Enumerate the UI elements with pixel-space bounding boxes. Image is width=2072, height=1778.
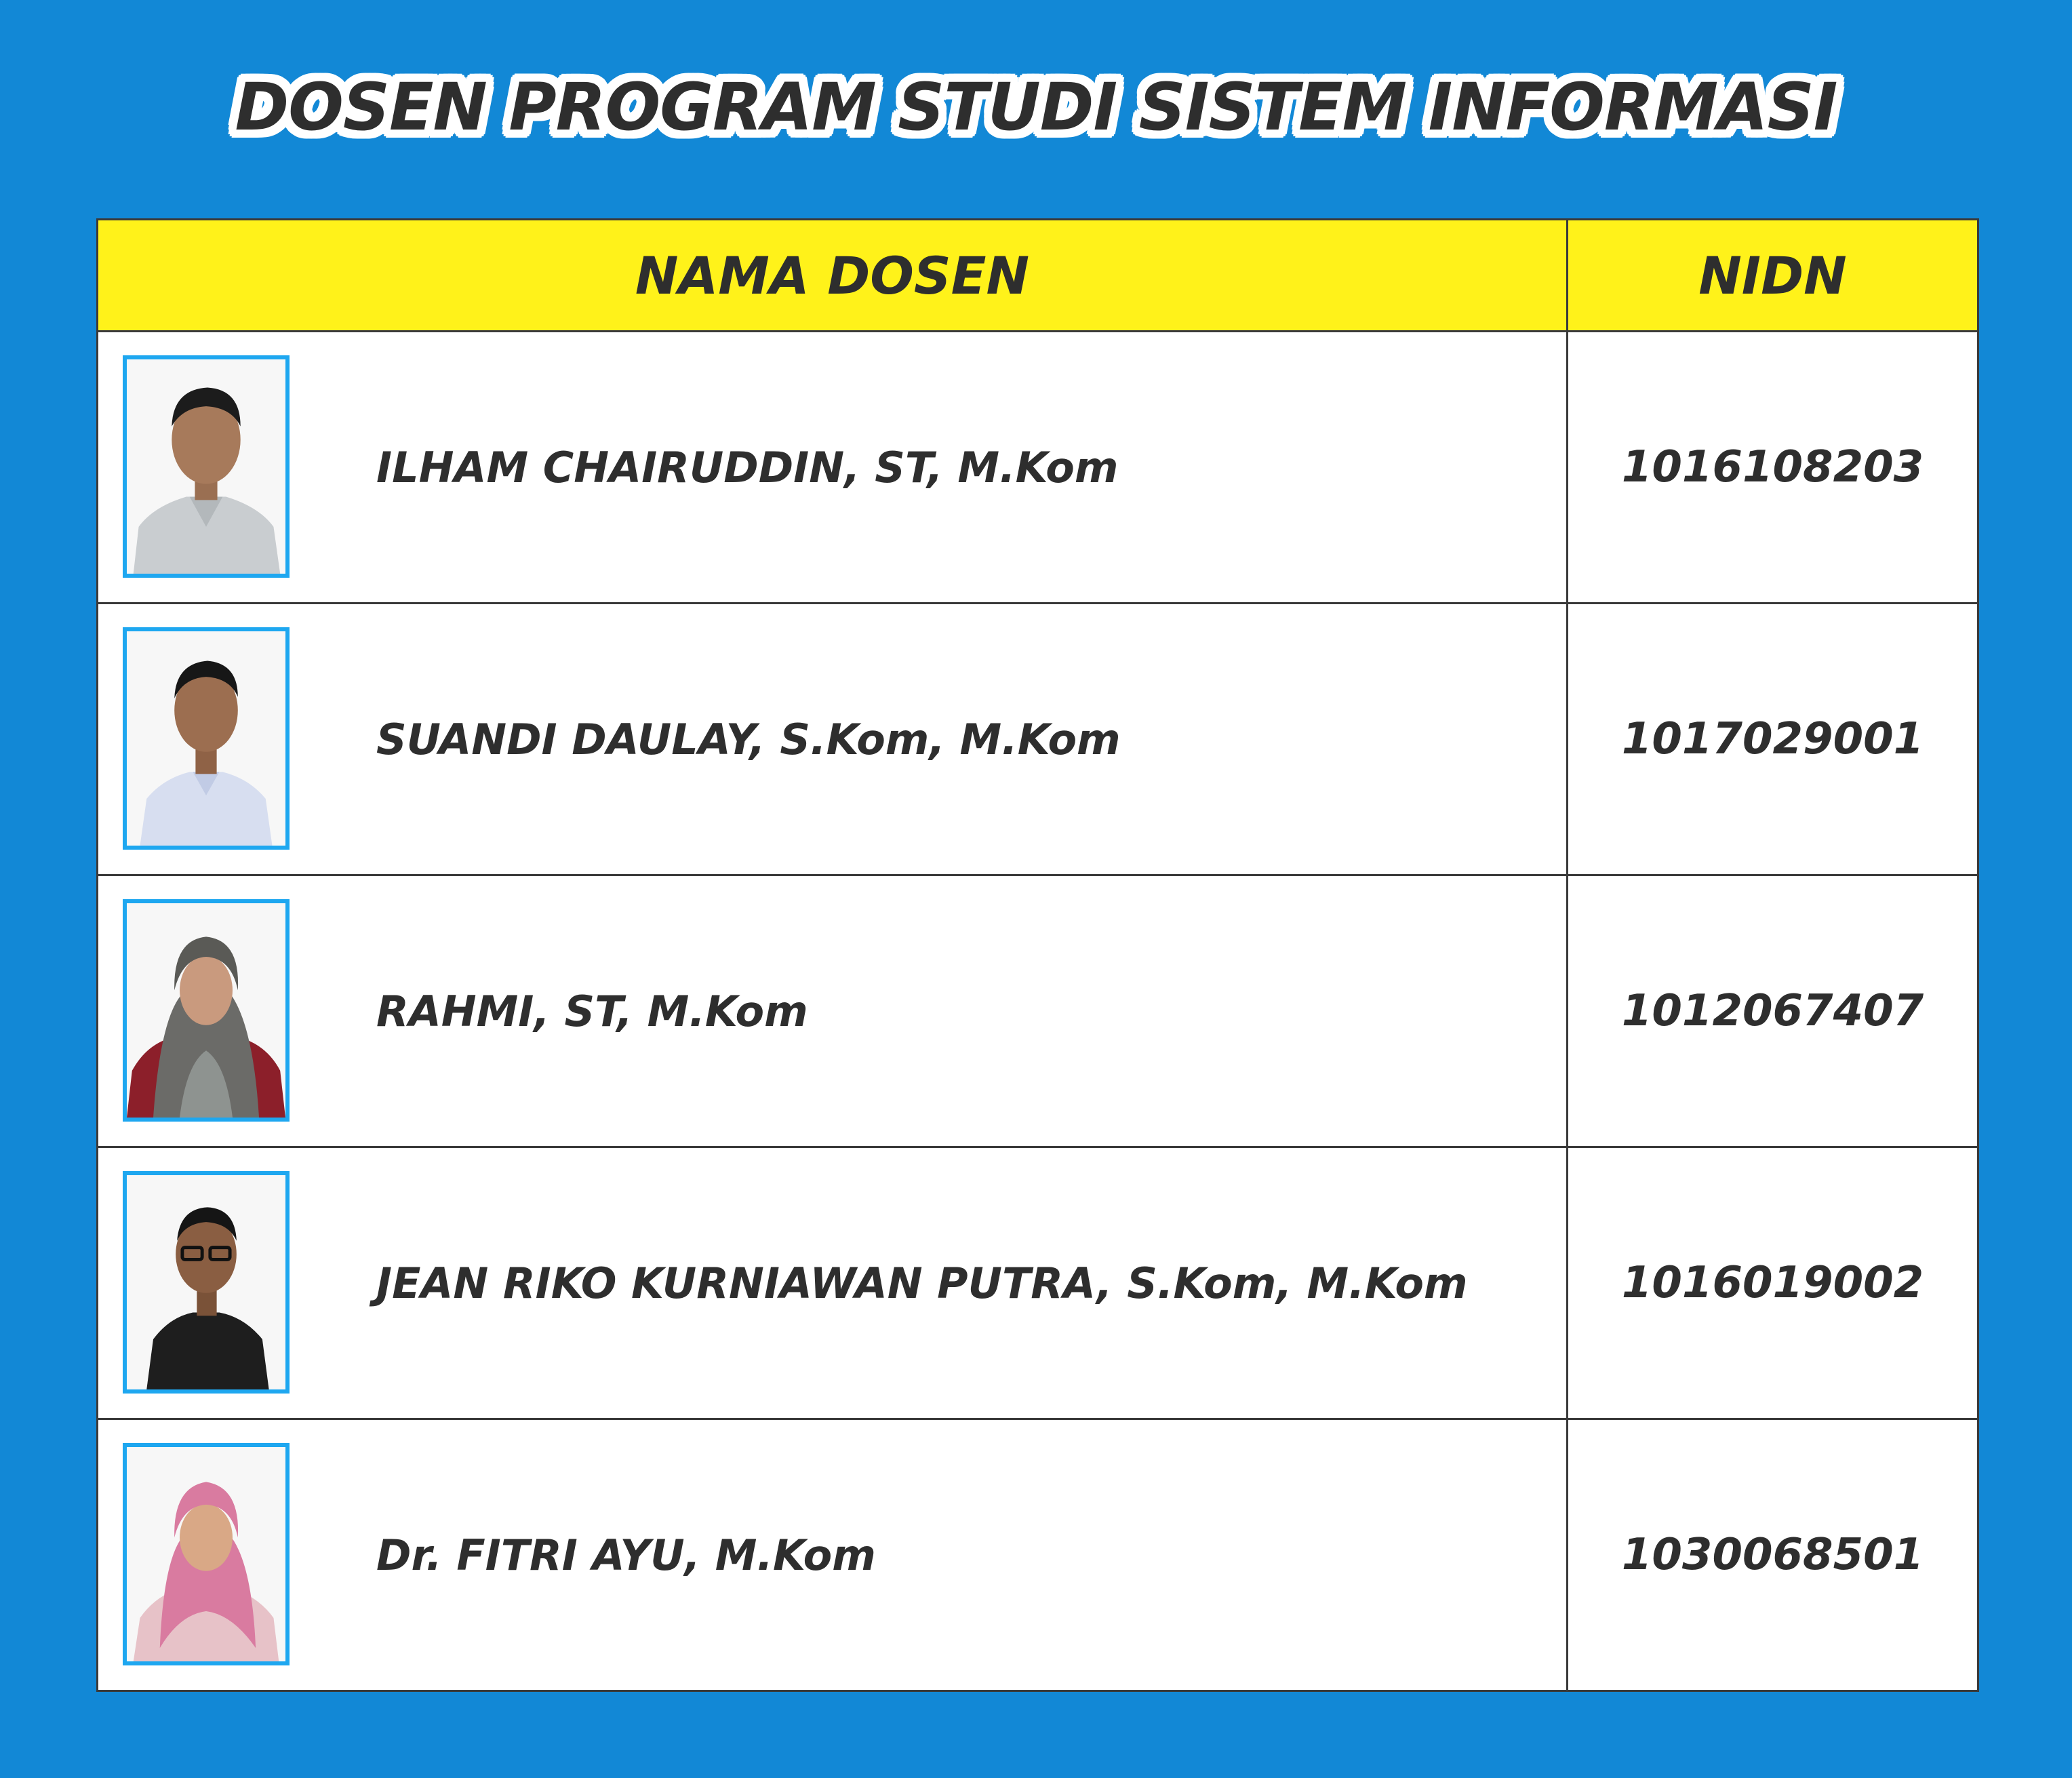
lecturer-nidn: 1017029001 [1568,604,1978,875]
table-row [98,875,1978,1147]
table-row [98,1147,1978,1419]
name-cell [98,1419,1568,1691]
lecturer-nidn: 1016108203 [1568,332,1978,604]
lecturer-name: ILHAM CHAIRUDDIN, ST, M.Kom [376,442,1119,492]
lecturer-nidn: 1016019002 [1568,1147,1978,1419]
page-title: DOSEN PROGRAM STUDI SISTEM INFORMASI [235,69,1837,145]
name-cell [98,604,1568,875]
name-cell [98,1147,1568,1419]
lecturer-name: SUANDI DAULAY, S.Kom, M.Kom [376,714,1121,764]
table-row [98,332,1978,604]
lecturer-photo [123,1171,290,1394]
name-cell [98,875,1568,1147]
lecturer-photo [123,355,290,578]
table-header-row [98,220,1978,332]
lecturer-photo [123,1443,290,1665]
table-row [98,604,1978,875]
lecturer-table [96,218,1979,1692]
lecturer-nidn: 1030068501 [1568,1419,1978,1691]
column-header-name: NAMA DOSEN [98,220,1568,332]
column-header-nidn: NIDN [1568,220,1978,332]
name-cell [98,332,1568,604]
lecturer-name: RAHMI, ST, M.Kom [376,986,808,1036]
table-row [98,1419,1978,1691]
lecturer-nidn: 1012067407 [1568,875,1978,1147]
lecturer-photo [123,899,290,1122]
lecturer-name: JEAN RIKO KURNIAWAN PUTRA, S.Kom, M.Kom [376,1258,1468,1308]
lecturer-name: Dr. FITRI AYU, M.Kom [376,1530,876,1580]
lecturer-photo [123,627,290,850]
